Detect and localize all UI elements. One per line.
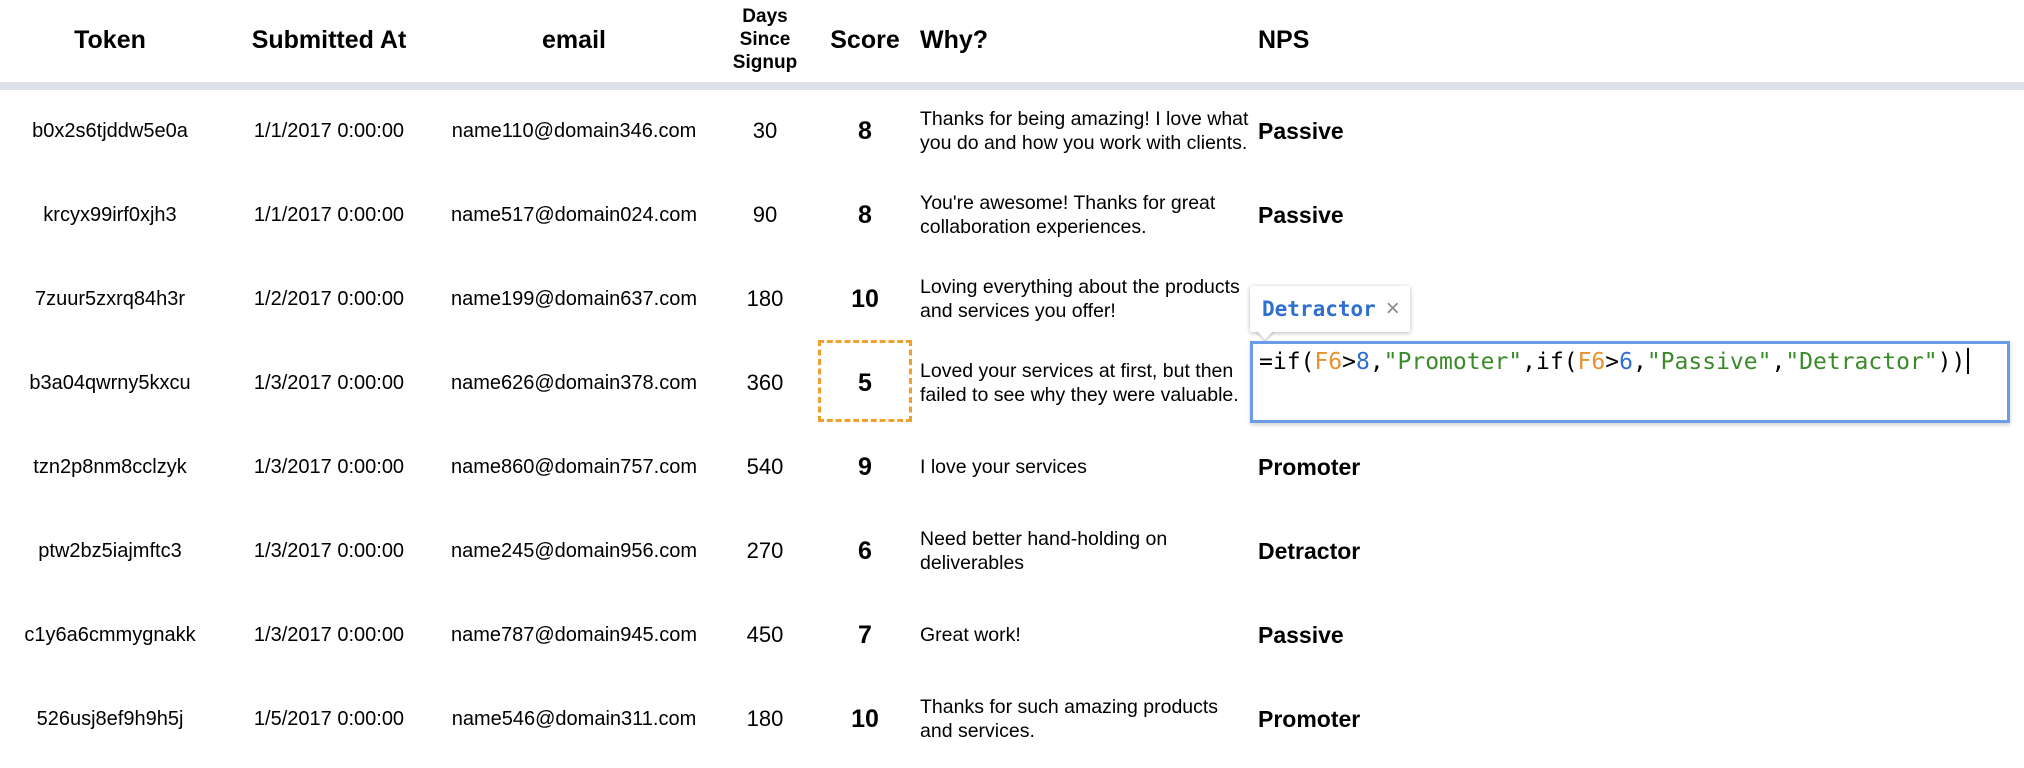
- column-header-token[interactable]: Token: [74, 26, 146, 54]
- cell-token[interactable]: 526usj8ef9h9h5j: [36, 707, 184, 730]
- cell-token[interactable]: b0x2s6tjddw5e0a: [32, 119, 188, 142]
- referenced-cell-highlight: [818, 340, 912, 422]
- cell-score[interactable]: 8: [858, 200, 872, 229]
- formula-cell-reference: F6: [1314, 349, 1343, 375]
- cell-email[interactable]: name787@domain945.com: [450, 623, 697, 646]
- cell-days-since-signup[interactable]: 360: [746, 370, 784, 395]
- cell-score[interactable]: 5: [858, 368, 872, 397]
- cell-submitted-at[interactable]: 1/5/2017 0:00:00: [253, 707, 405, 730]
- formula-string: "Promoter": [1383, 349, 1523, 375]
- cell-days-since-signup[interactable]: 450: [746, 622, 784, 647]
- cell-score[interactable]: 8: [858, 116, 872, 145]
- close-icon[interactable]: ×: [1385, 295, 1400, 322]
- column-header-days-line-3: Signup: [732, 52, 798, 73]
- cell-why[interactable]: Great work!: [920, 624, 1021, 646]
- column-header-why[interactable]: Why?: [920, 26, 989, 54]
- cell-token[interactable]: 7zuur5zxrq84h3r: [34, 287, 186, 310]
- cell-token[interactable]: krcyx99irf0xjh3: [43, 203, 177, 226]
- formula-token: ,if(: [1522, 349, 1578, 375]
- cell-submitted-at[interactable]: 1/1/2017 0:00:00: [253, 203, 405, 226]
- cell-score[interactable]: 6: [858, 536, 872, 565]
- cell-nps[interactable]: Passive: [1258, 117, 1344, 144]
- cell-days-since-signup[interactable]: 270: [746, 538, 784, 563]
- column-header-days-line-1: Days: [742, 6, 788, 27]
- cell-nps[interactable]: Promoter: [1258, 453, 1361, 480]
- cell-email[interactable]: name517@domain024.com: [450, 203, 697, 226]
- formula-token: ,: [1771, 349, 1786, 375]
- cell-submitted-at[interactable]: 1/3/2017 0:00:00: [253, 623, 405, 646]
- cell-email[interactable]: name110@domain346.com: [451, 119, 697, 142]
- column-header-days-line-2: Since: [739, 29, 791, 50]
- table-row: [0, 677, 2024, 761]
- cell-email[interactable]: name626@domain378.com: [450, 371, 697, 394]
- cell-score[interactable]: 9: [858, 452, 872, 481]
- column-header-score[interactable]: Score: [830, 26, 900, 54]
- cell-submitted-at[interactable]: 1/1/2017 0:00:00: [253, 119, 405, 142]
- cell-email[interactable]: name860@domain757.com: [450, 455, 697, 478]
- cell-why[interactable]: Loving everything about the products and services you offer!: [920, 276, 1240, 322]
- formula-number: 6: [1619, 349, 1633, 375]
- cell-submitted-at[interactable]: 1/3/2017 0:00:00: [253, 455, 405, 478]
- formula-cell-reference: F6: [1577, 349, 1606, 375]
- cell-days-since-signup[interactable]: 180: [746, 286, 784, 311]
- cell-days-since-signup[interactable]: 540: [746, 454, 784, 479]
- cell-days-since-signup[interactable]: 180: [746, 706, 784, 731]
- cell-why[interactable]: I love your services: [920, 456, 1087, 478]
- formula-token: )): [1937, 349, 1966, 375]
- formula-token: =if(: [1259, 349, 1315, 375]
- formula-number: 8: [1355, 349, 1370, 375]
- cell-score[interactable]: 7: [858, 620, 872, 649]
- column-header-email[interactable]: email: [542, 26, 606, 54]
- cell-days-since-signup[interactable]: 30: [752, 118, 778, 143]
- cell-why[interactable]: Thanks for being amazing! I love what you do and how you work with clients.: [920, 108, 1249, 154]
- table-row: [0, 173, 2024, 257]
- cell-token[interactable]: c1y6a6cmmygnakk: [24, 623, 196, 646]
- cell-score[interactable]: 10: [851, 284, 879, 313]
- table-row: [0, 593, 2024, 677]
- cell-submitted-at[interactable]: 1/3/2017 0:00:00: [253, 539, 405, 562]
- column-header-submitted-at[interactable]: Submitted At: [251, 26, 407, 54]
- cell-nps[interactable]: Passive: [1258, 201, 1344, 228]
- column-header-nps[interactable]: NPS: [1258, 26, 1310, 54]
- cell-token[interactable]: tzn2p8nm8cclzyk: [33, 455, 187, 478]
- table-row: [0, 257, 2024, 341]
- table-row: [0, 509, 2024, 593]
- column-header-days-since-signup[interactable]: [725, 5, 805, 74]
- formula-result-preview: Detractor: [1262, 297, 1376, 321]
- formula-token: ,: [1369, 349, 1384, 375]
- cell-why[interactable]: You're awesome! Thanks for great collaboration experiences.: [920, 192, 1216, 238]
- cell-nps[interactable]: Promoter: [1258, 705, 1361, 732]
- formula-token: ,: [1632, 349, 1647, 375]
- formula-editor-input[interactable]: [1250, 341, 2010, 423]
- cell-email[interactable]: name199@domain637.com: [450, 287, 697, 310]
- text-cursor: [1967, 348, 1969, 374]
- cell-email[interactable]: name245@domain956.com: [450, 539, 697, 562]
- cell-why[interactable]: Loved your services at first, but then failed to see why they were valuable.: [920, 360, 1239, 406]
- formula-string: "Passive": [1646, 349, 1772, 375]
- table-row: [0, 89, 2024, 173]
- formula-result-tooltip: [1250, 286, 1410, 332]
- cell-submitted-at[interactable]: 1/3/2017 0:00:00: [253, 371, 405, 394]
- formula-string: "Detractor": [1785, 349, 1938, 375]
- cell-days-since-signup[interactable]: 90: [752, 202, 778, 227]
- formula-token: >: [1342, 349, 1356, 375]
- table-row: [0, 425, 2024, 509]
- formula-token: >: [1605, 349, 1620, 375]
- cell-email[interactable]: name546@domain311.com: [451, 707, 697, 730]
- cell-token[interactable]: ptw2bz5iajmftc3: [38, 539, 182, 562]
- cell-why[interactable]: Need better hand-holding on deliverables: [920, 528, 1168, 574]
- cell-token[interactable]: b3a04qwrny5kxcu: [29, 371, 191, 394]
- cell-why[interactable]: Thanks for such amazing products and services.: [920, 696, 1219, 742]
- cell-submitted-at[interactable]: 1/2/2017 0:00:00: [253, 287, 405, 310]
- cell-nps[interactable]: Detractor: [1258, 537, 1361, 564]
- tooltip-pointer: [1256, 330, 1274, 340]
- cell-score[interactable]: 10: [851, 704, 879, 733]
- cell-nps[interactable]: Passive: [1258, 621, 1344, 648]
